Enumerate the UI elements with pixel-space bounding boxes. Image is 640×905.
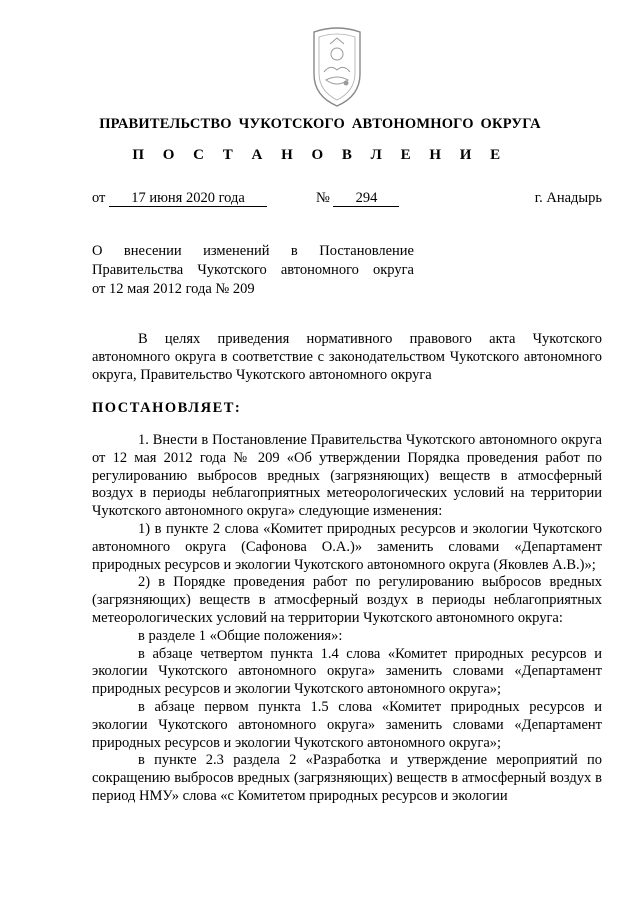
decree-heading: ПОСТАНОВЛЯЕТ: xyxy=(92,400,242,416)
document-type: П О С Т А Н О В Л Е Н И Е xyxy=(132,147,508,163)
paragraph: в абзаце четвертом пункта 1.4 слова «Комитет природных ресурсов и экологии Чукотского автономного округа» заменить словами «Департамент природных ресурсов и экологии Чукотского автономного округа»; xyxy=(92,645,602,698)
paragraph: в разделе 1 «Общие положения»: xyxy=(138,627,343,644)
date-prefix: от xyxy=(92,190,106,206)
number-block xyxy=(316,190,399,207)
document-place: г. Анадырь xyxy=(534,190,602,206)
paragraph: 1) в пункте 2 слова «Комитет природных ресурсов и экологии Чукотского автономного округа (Сафонова О.А.)» заменить словами «Департамент природных ресурсов и экологии Чукотского автономного округа (Яковлев А.В.)»; xyxy=(92,520,602,573)
subject-line: О внесении изменений в Постановление xyxy=(92,243,414,259)
document-date: 17 июня 2020 года xyxy=(109,191,267,207)
number-prefix: № xyxy=(316,190,330,206)
document-meta xyxy=(92,190,602,210)
decree-body xyxy=(92,432,602,806)
preamble xyxy=(92,331,602,384)
preamble-text: В целях приведения нормативного правового акта Чукотского автономного округа в соответствие с законодательством Чукотского автономного округа, Правительство Чукотского автономного округа xyxy=(92,331,602,383)
paragraph: 2) в Порядке проведения работ по регулированию выбросов вредных (загрязняющих) веществ в атмосферный воздух в периоды неблагоприятных метеорологических условий на территории Чукотского автономного округа: xyxy=(92,574,602,626)
date-block xyxy=(92,190,267,207)
document-subject xyxy=(92,242,414,299)
paragraph: 1. Внести в Постановление Правительства Чукотского автономного округа от 12 мая 2012 года № 209 «Об утверждении Порядка проведения работ по регулированию выбросов вредных (загрязняющих) веществ в атмосферный воздух в периоды неблагоприятных метеорологических условий на территории Чукотского автономного округа» следующие изменения: xyxy=(92,432,602,520)
subject-line: от 12 мая 2012 года № 209 xyxy=(92,281,255,297)
coat-of-arms-icon xyxy=(306,22,368,110)
paragraph: в абзаце первом пункта 1.5 слова «Комитет природных ресурсов и экологии Чукотского автономного округа» заменить словами «Департамент природных ресурсов и экологии Чукотского автономного округа»; xyxy=(92,698,602,751)
government-title: ПРАВИТЕЛЬСТВО ЧУКОТСКОГО АВТОНОМНОГО ОКРУГА xyxy=(99,116,541,132)
paragraph: в пункте 2.3 раздела 2 «Разработка и утверждение мероприятий по сокращению выбросов вредных (загрязняющих) веществ в атмосферный воздух в период НМУ» слова «с Комитетом природных ресурсов и экологии xyxy=(92,752,602,804)
subject-line: Правительства Чукотского автономного округа xyxy=(92,262,414,278)
document-number: 294 xyxy=(333,191,399,207)
